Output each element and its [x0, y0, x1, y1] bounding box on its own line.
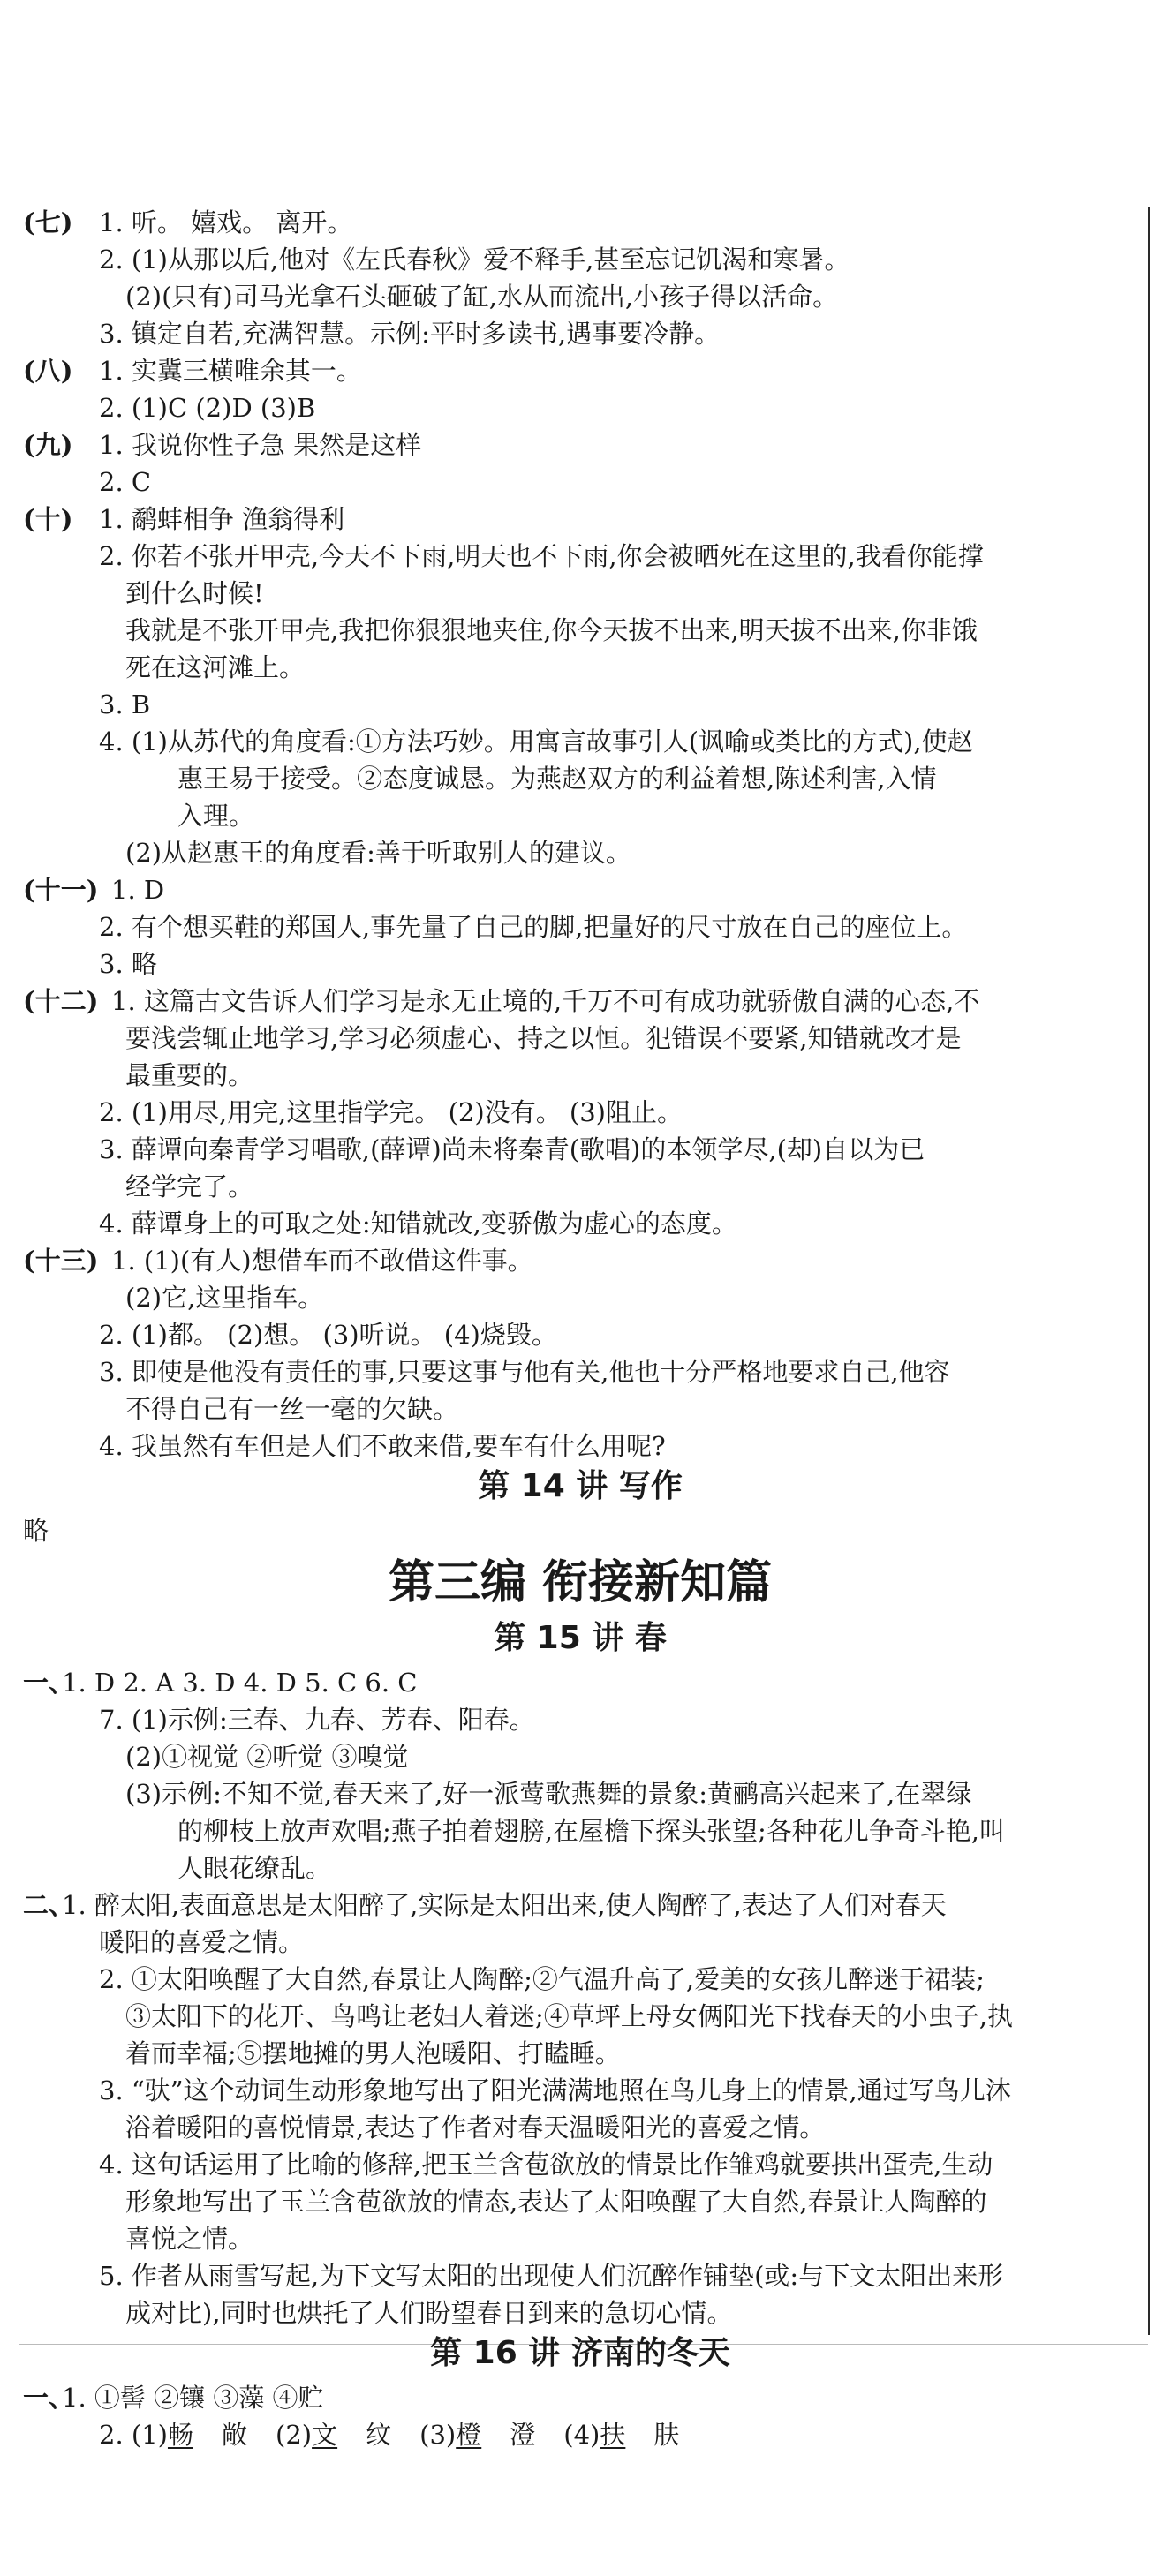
answer-line: 2. 你若不张开甲壳,今天不下雨,明天也不下雨,你会被晒死在这里的,我看你能撑	[99, 541, 984, 571]
answer-line: 4. 这句话运用了比喻的修辞,把玉兰含苞欲放的情景比作雏鸡就要拱出蛋壳,生动	[99, 2150, 993, 2180]
section-label: (七)	[23, 207, 73, 237]
answer-line: 到什么时候!	[125, 578, 264, 608]
answer-line: (2)它,这里指车。	[125, 1283, 324, 1313]
answer-line: 2. (1)畅 敞 (2)文 纹 (3)橙 澄 (4)扶 肤	[99, 2420, 680, 2450]
answer-line: 惠王易于接受。②态度诚恳。为燕赵双方的利益着想,陈述利害,入情	[177, 764, 937, 794]
answer-line: 我就是不张开甲壳,我把你狠狠地夹住,你今天拔不出来,明天拔不出来,你非饿	[125, 615, 978, 645]
question-label: 一、	[23, 2383, 75, 2413]
right-margin-rule	[1148, 207, 1150, 2335]
answer-line: ③太阳下的花开、鸟鸣让老妇人着迷;④草坪上母女俩阳光下找春天的小虫子,执	[125, 2001, 1013, 2031]
answer-line: 2. C	[99, 467, 152, 497]
lesson-heading: 第 15 讲 春	[494, 1620, 667, 1656]
answer-line: 4. 我虽然有车但是人们不敢来借,要车有什么用呢?	[99, 1431, 666, 1461]
section-label: (九)	[23, 430, 73, 460]
answer-line: 最重要的。	[125, 1060, 254, 1090]
answer-line: (十一) 1. D	[23, 872, 164, 908]
answer-line: 2. (1)都。 (2)想。 (3)听说。 (4)烧毁。	[99, 1320, 557, 1350]
section-label: (八)	[23, 356, 73, 386]
answer-line: 5. 作者从雨雪写起,为下文写太阳的出现使人们沉醉作铺垫(或:与下文太阳出来形	[99, 2261, 1004, 2291]
section-label: (十)	[23, 504, 73, 534]
answer-line: 形象地写出了玉兰含苞欲放的情态,表达了太阳唤醒了大自然,春景让人陶醉的	[125, 2187, 987, 2217]
underlined-char: 橙	[456, 2420, 482, 2450]
answer-line: 入理。	[177, 801, 255, 831]
answer-line: (九) 1. 我说你性子急 果然是这样	[23, 427, 421, 463]
answer-line: 二、 1. 醉太阳,表面意思是太阳醉了,实际是太阳出来,使人陶醉了,表达了人们对春天	[23, 1887, 947, 1923]
answer-line: 2. (1)从那以后,他对《左氏春秋》爱不释手,甚至忘记饥渴和寒暑。	[99, 245, 850, 275]
section-label: (十一)	[23, 875, 99, 905]
lesson-heading: 第 14 讲 写作	[478, 1468, 683, 1504]
answer-line: 2. 有个想买鞋的郑国人,事先量了自己的脚,把量好的尺寸放在自己的座位上。	[99, 912, 968, 942]
answer-line: 人眼花缭乱。	[177, 1853, 332, 1883]
answer-line: 一、 1. D 2. A 3. D 4. D 5. C 6. C	[23, 1665, 418, 1700]
answer-line: 4. 薛谭身上的可取之处:知错就改,变骄傲为虚心的态度。	[99, 1209, 737, 1239]
answer-line: (2)从赵惠王的角度看:善于听取别人的建议。	[125, 838, 631, 868]
answer-line: (八) 1. 实冀三横唯余其一。	[23, 353, 362, 388]
answer-line: 3. 镇定自若,充满智慧。示例:平时多读书,遇事要冷静。	[99, 319, 721, 349]
question-label: 二、	[23, 1890, 75, 1920]
lesson-heading: 第 16 讲 济南的冬天	[430, 2335, 730, 2371]
answer-line: 着而幸福;⑤摆地摊的男人泡暖阳、打瞌睡。	[125, 2038, 621, 2068]
answer-line: 成对比),同时也烘托了人们盼望春日到来的急切心情。	[125, 2298, 733, 2328]
answer-line: 3. 即使是他没有责任的事,只要这事与他有关,他也十分严格地要求自己,他容	[99, 1357, 950, 1387]
answer-line: 一、 1. ①髻 ②镶 ③藻 ④贮	[23, 2380, 324, 2415]
answer-line: 浴着暖阳的喜悦情景,表达了作者对春天温暖阳光的喜爱之情。	[125, 2113, 826, 2143]
answer-line: 略	[23, 1516, 49, 1546]
answer-line: 4. (1)从苏代的角度看:①方法巧妙。用寓言故事引人(讽喻或类比的方式),使赵	[99, 727, 973, 757]
answer-line: 2. (1)用尽,用完,这里指学完。 (2)没有。 (3)阻止。	[99, 1097, 683, 1127]
answer-line: 的柳枝上放声欢唱;燕子拍着翅膀,在屋檐下探头张望;各种花儿争奇斗艳,叫	[177, 1816, 1005, 1846]
part-heading: 第三编 衔接新知篇	[388, 1556, 773, 1609]
answer-line: 3. 略	[99, 949, 157, 979]
underlined-char: 文	[312, 2420, 338, 2450]
answer-line: 暖阳的喜爱之情。	[99, 1927, 305, 1957]
answer-line: 2. (1)C (2)D (3)B	[99, 393, 316, 423]
underlined-char: 扶	[600, 2420, 626, 2450]
answer-line: 3. 薛谭向秦青学习唱歌,(薛谭)尚未将秦青(歌唱)的本领学尽,(却)自以为已	[99, 1134, 925, 1164]
answer-line: (2)①视觉 ②听觉 ③嗅觉	[125, 1742, 409, 1772]
answer-line: (2)(只有)司马光拿石头砸破了缸,水从而流出,小孩子得以活命。	[125, 282, 839, 312]
underlined-char: 畅	[167, 2420, 193, 2450]
answer-line: 7. (1)示例:三春、九春、芳春、阳春。	[99, 1705, 535, 1735]
answer-line: 喜悦之情。	[125, 2224, 254, 2254]
answer-line: 死在这河滩上。	[125, 652, 306, 682]
section-label: (十三)	[23, 1246, 99, 1276]
answer-line: 2. ①太阳唤醒了大自然,春景让人陶醉;②气温升高了,爱美的女孩儿醉迷于裙装;	[99, 1964, 985, 1994]
answer-line: (七) 1. 听。 嬉戏。 离开。	[23, 205, 352, 240]
question-label: 一、	[23, 1668, 75, 1698]
answer-line: (十二) 1. 这篇古文告诉人们学习是永无止境的,千万不可有成功就骄傲自满的心态,不	[23, 983, 979, 1019]
answer-line: (十三) 1. (1)(有人)想借车而不敢借这件事。	[23, 1243, 533, 1278]
answer-line: 要浅尝辄止地学习,学习必须虚心、持之以恒。犯错误不要紧,知错就改才是	[125, 1023, 962, 1053]
answer-line: (十) 1. 鹬蚌相争 渔翁得利	[23, 501, 344, 537]
answer-line: 3. B	[99, 689, 151, 719]
answer-line: 3. “驮”这个动词生动形象地写出了阳光满满地照在鸟儿身上的情景,通过写鸟儿沐	[99, 2075, 1011, 2105]
section-label: (十二)	[23, 986, 99, 1016]
answer-line: 不得自己有一丝一毫的欠缺。	[125, 1394, 459, 1424]
answer-line: 经学完了。	[125, 1171, 254, 1201]
answer-line: (3)示例:不知不觉,春天来了,好一派莺歌燕舞的景象:黄鹂高兴起来了,在翠绿	[125, 1779, 972, 1809]
